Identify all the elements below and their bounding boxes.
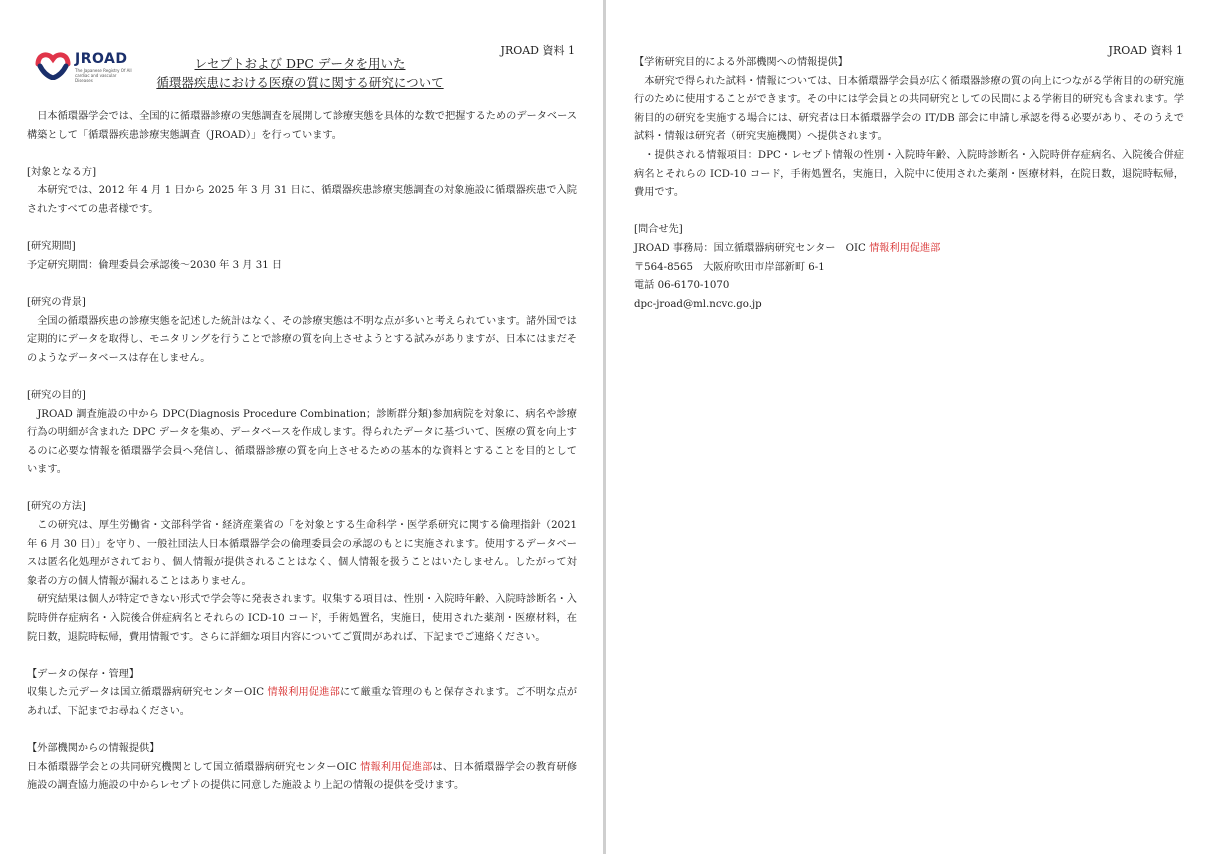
- storage-department: 情報利用促進部: [267, 687, 340, 699]
- contact-office: JROAD 事務局：国立循環器病研究センター OIC 情報利用促進部: [634, 242, 941, 254]
- external-out-section: [634, 54, 1184, 203]
- background-section: [27, 294, 577, 368]
- period-section: [27, 238, 577, 275]
- background-text: 全国の循環器疾患の診療実態を記述した統計はなく、その診療実態は不明な点が多いと考えられています。諸外国では定期的にデータを取得し、モニタリングを行うことで診療の質を向上させようとする試みがありますが、日本にはまだそのようなデータベースは存在しません。: [27, 315, 577, 364]
- period-text: 予定研究期間：倫理委員会承認後～2030 年 3 月 31 日: [27, 259, 283, 271]
- contact-address: 〒564-8565 大阪府吹田市岸部新町 6-1: [634, 261, 825, 273]
- external-out-paragraph-1: 本研究で得られた試料・情報については、日本循環器学会員が広く循環器診療の質の向上につながる学術目的の研究施行のために使用することができます。その中には学会員との共同研究としての民間による学術目的研究も含まれます。学術目的の研究を実施する場合には、研究者は日本循環器学会の IT/DB 部会に申請し承認を得る必要があり、そのうえで試料・情報は研究者（研究実施機関）へ提供されます。: [634, 75, 1184, 143]
- external-in-section: [27, 740, 577, 796]
- logo-name: JROAD: [75, 51, 128, 67]
- external-in-text: 日本循環器学会との共同研究機関として国立循環器病研究センターOIC 情報利用促進部は、日本循環器学会の教育研修施設の調査協力施設の中からレセプトの提供に同意した施設より上記の情報の提供を受けます。: [27, 761, 578, 792]
- period-heading: [研究期間]: [27, 241, 76, 253]
- document-title: [140, 54, 460, 92]
- external-in-department: 情報利用促進部: [360, 761, 433, 773]
- method-paragraph-1: この研究は、厚生労働省・文部科学省・経済産業省の「を対象とする生命科学・医学系研究に関する倫理指針（2021 年 6 月 30 日）」を守り、一般社団法人日本循環器学会の倫理委員会の承認のもとに実施されます。使用するデータベースは匿名化処理がされており、個人情報が提供されることはなく、個人情報を扱うことはいたしません。したがって対象者の方の個人情報が漏れることはありません。: [27, 520, 577, 587]
- purpose-text: JROAD 調査施設の中から DPC(Diagnosis Procedure Combination；診断群分類)参加病院を対象に、病名や診療行為の明細が含まれた DPC データを集め、データベースを作成します。得られたデータに基づいて、医療の質を向上するのに必要な情報を循環器学会員へ発信し、循環器診療の質を向上させるための基本的な資料とすることを目的としています。: [27, 408, 577, 476]
- left-page: [0, 0, 603, 854]
- external-in-heading: 【外部機関からの情報提供】: [27, 743, 160, 755]
- right-content: [634, 54, 1184, 333]
- title-line-2: 循環器疾患における医療の質に関する研究について: [156, 75, 444, 90]
- target-heading: [対象となる方]: [27, 166, 97, 178]
- doc-label-right: JROAD 資料 1: [1108, 44, 1183, 57]
- method-heading: [研究の方法]: [27, 501, 86, 513]
- title-line-1: レセプトおよび DPC データを用いた: [194, 56, 406, 71]
- heart-logo-icon: [34, 50, 74, 80]
- purpose-heading: [研究の目的]: [27, 389, 86, 401]
- doc-label: JROAD 資料 1: [500, 44, 575, 57]
- external-out-heading: 【学術研究目的による外部機関への情報提供】: [634, 57, 848, 68]
- contact-department: 情報利用促進部: [869, 242, 941, 254]
- logo-subtitle: The Japanese Registry Of All cardiac and vascular Diseases: [75, 68, 132, 83]
- storage-text: 収集した元データは国立循環器病研究センターOIC 情報利用促進部にて厳重な管理のもと保存されます。ご不明な点があれば、下記までお尋ねください。: [27, 687, 578, 717]
- right-page: [606, 0, 1209, 854]
- external-out-paragraph-2: ・提供される情報項目：DPC・レセプト情報の性別・入院時年齢、入院時診断名・入院時併存症病名、入院後合併症病名とそれらの ICD-10 コード，手術処置名，実施日，入院中に使用された薬剤・医療材料，在院日数，退院時転帰，費用です。: [634, 149, 1184, 199]
- contact-section: [634, 221, 1184, 314]
- method-section: [27, 498, 577, 647]
- jroad-logo: [34, 50, 134, 84]
- contact-heading: [問合せ先]: [634, 224, 683, 236]
- contact-phone: 電話 06-6170-1070: [634, 280, 730, 292]
- purpose-section: [27, 387, 577, 480]
- storage-section: [27, 666, 577, 722]
- storage-heading: 【データの保存・管理】: [27, 668, 140, 680]
- left-content: [27, 108, 577, 815]
- background-heading: [研究の背景]: [27, 296, 86, 308]
- target-text: 本研究では、2012 年 4 月 1 日から 2025 年 3 月 31 日に、循環器疾患診療実態調査の対象施設に循環器疾患で入院されたすべての患者様です。: [27, 185, 577, 215]
- intro-paragraph: 日本循環器学会では、全国的に循環器診療の実態調査を展開して診療実態を具体的な数で把握するためのデータベース構築として「循環器疾患診療実態調査（JROAD）」を行っています。: [27, 111, 577, 141]
- method-paragraph-2: 研究結果は個人が特定できない形式で学会等に発表されます。収集する項目は、性別・入院時年齢、入院時診断名・入院時併存症病名・入院後合併症病名とそれらの ICD-10 コード，手術処置名，実施日，使用された薬剤・医療材料，在院日数，退院時転帰，費用情報です。さらに詳細な項目内容についてご質問があれば、下記までご連絡ください。: [27, 594, 577, 643]
- contact-email[interactable]: dpc-jroad@ml.ncvc.go.jp: [634, 298, 762, 310]
- target-section: [27, 164, 577, 220]
